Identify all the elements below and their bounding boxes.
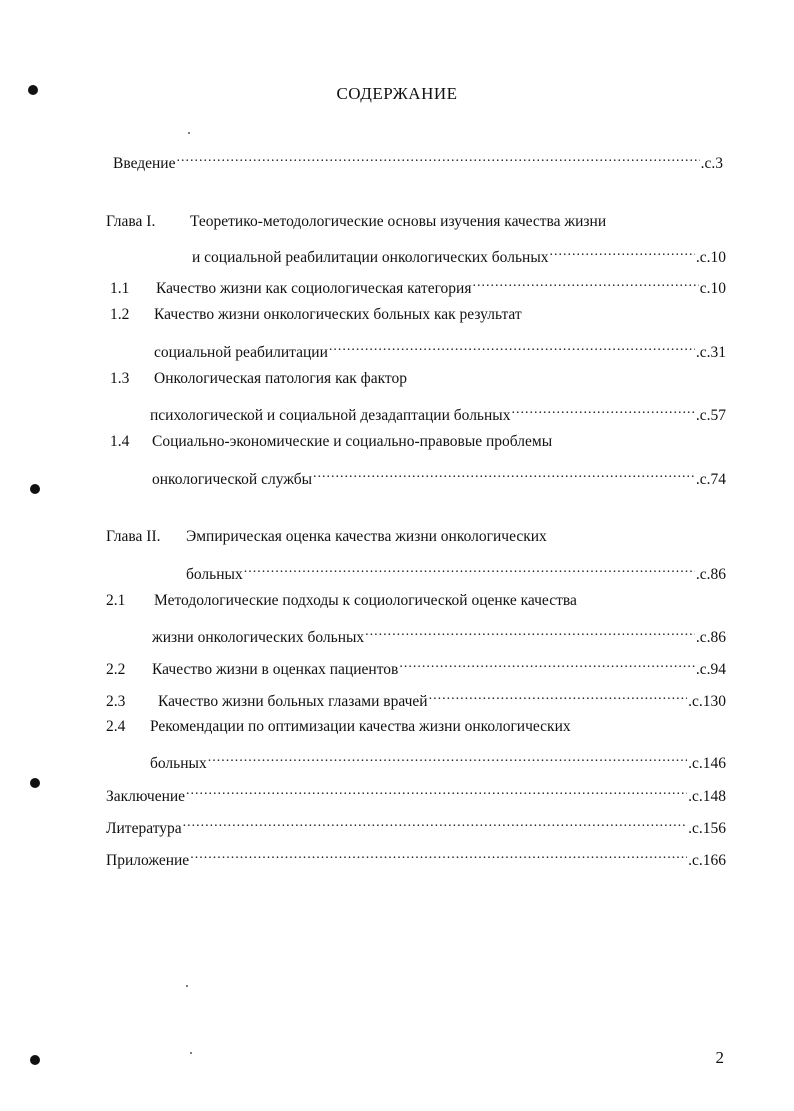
toc-entry-text: Рекомендации по оптимизации качества жизни онкологических xyxy=(150,718,571,735)
toc-entry-introduction xyxy=(113,148,723,174)
toc-section-1-3-continuation xyxy=(150,400,726,426)
dot-leader xyxy=(244,559,695,579)
toc-section-2-1 xyxy=(106,591,726,611)
section-number: 2.1 xyxy=(106,592,126,609)
chapter-label: Глава II. xyxy=(106,528,161,545)
toc-entry-text: Качество жизни больных глазами врачей xyxy=(158,693,428,710)
toc-section-1-3 xyxy=(110,369,726,389)
toc-page-ref: .с.166 xyxy=(688,852,726,869)
toc-entry-text: Литература xyxy=(106,820,182,837)
toc-entry-text: Качество жизни в оценках пациентов xyxy=(152,661,399,678)
toc-entry-text: больных xyxy=(150,755,207,772)
toc-page-ref: .с.156 xyxy=(688,820,726,837)
toc-section-2-1-continuation xyxy=(152,622,726,648)
toc-entry-text: Теоретико-методологические основы изучения качества жизни xyxy=(190,213,607,230)
toc-entry-text: онкологической службы xyxy=(152,471,313,488)
toc-entry-appendix xyxy=(106,845,726,871)
toc-entry-text: Социально-экономические и социально-правовые проблемы xyxy=(152,433,553,450)
toc-chapter-2-heading xyxy=(106,527,726,547)
toc-page-ref: .с.94 xyxy=(695,661,726,678)
toc-page-ref: с.10 xyxy=(699,280,726,297)
dot-leader xyxy=(511,400,694,420)
toc-entry-text: и социальной реабилитации онкологических больных xyxy=(192,249,549,266)
section-number: 1.2 xyxy=(110,306,130,323)
chapter-label: Глава I. xyxy=(106,213,156,230)
toc-section-1-4-continuation xyxy=(152,464,726,490)
toc-entry-text: Методологические подходы к социологической оценке качества xyxy=(154,592,577,609)
toc-page-ref: .с.86 xyxy=(695,566,726,583)
dot-leader xyxy=(550,242,695,262)
toc-section-1-4 xyxy=(110,432,726,452)
toc-entry-text: психологической и социальной дезадаптации больных xyxy=(150,407,511,424)
toc-entry-text: Введение xyxy=(113,155,176,172)
dot-leader xyxy=(313,464,695,484)
dot-leader xyxy=(329,337,695,357)
toc-entry-text: Приложение xyxy=(106,852,190,869)
toc-entry-text: больных xyxy=(186,566,243,583)
toc-page-ref: .с.31 xyxy=(695,344,726,361)
section-number: 1.4 xyxy=(110,433,130,450)
dot-leader xyxy=(365,622,695,642)
toc-chapter-1-heading xyxy=(106,212,726,232)
toc-page-ref: .с.10 xyxy=(695,249,726,266)
toc-entry-conclusion xyxy=(106,781,726,807)
dot-leader xyxy=(208,748,687,768)
scan-speck xyxy=(190,1052,192,1054)
toc-page-ref: .с.74 xyxy=(695,471,726,488)
toc-chapter-2-continuation xyxy=(186,559,726,585)
toc-page-ref: .с.148 xyxy=(688,788,726,805)
punch-hole-mark xyxy=(30,484,40,494)
toc-section-2-4 xyxy=(106,717,726,737)
toc-page-ref: .с.146 xyxy=(688,755,726,772)
toc-page-ref: .с.57 xyxy=(695,407,726,424)
page-title: СОДЕРЖАНИЕ xyxy=(336,84,458,103)
dot-leader xyxy=(472,273,698,293)
dot-leader xyxy=(183,813,687,833)
toc-entry-text: жизни онкологических больных xyxy=(152,629,365,646)
toc-entry-text: Эмпирическая оценка качества жизни онкологических xyxy=(186,528,547,545)
dot-leader xyxy=(429,686,688,706)
toc-entry-literature xyxy=(106,813,726,839)
punch-hole-mark xyxy=(30,1055,40,1065)
toc-page-ref: .с.130 xyxy=(688,693,726,710)
toc-section-2-4-continuation xyxy=(150,748,726,774)
toc-entry-text: социальной реабилитации xyxy=(154,344,328,361)
dot-leader xyxy=(399,654,695,674)
toc-entry-text: Заключение xyxy=(106,788,186,805)
toc-entry-text: Качество жизни онкологических больных как результат xyxy=(154,306,522,323)
dot-leader xyxy=(176,148,699,168)
scan-speck xyxy=(186,985,188,987)
toc-section-2-3 xyxy=(106,686,726,712)
toc-entry-text: Онкологическая патология как фактор xyxy=(154,370,407,387)
toc-entry-text: Качество жизни как социологическая категория xyxy=(156,280,472,297)
dot-leader xyxy=(190,845,687,865)
section-number: 2.2 xyxy=(106,661,126,678)
section-number: 2.4 xyxy=(106,718,126,735)
toc-page-ref: .с.3 xyxy=(700,155,723,172)
toc-section-2-2 xyxy=(106,654,726,680)
page-number: 2 xyxy=(715,1048,724,1067)
dot-leader xyxy=(186,781,687,801)
section-number: 1.1 xyxy=(110,280,130,297)
toc-chapter-1-continuation xyxy=(192,242,726,268)
section-number: 1.3 xyxy=(110,370,130,387)
toc-page-ref: .с.86 xyxy=(695,629,726,646)
section-number: 2.3 xyxy=(106,693,126,710)
scan-speck xyxy=(188,132,190,134)
toc-section-1-2-continuation xyxy=(154,337,726,363)
punch-hole-mark xyxy=(30,778,40,788)
toc-section-1-1 xyxy=(110,273,726,299)
toc-section-1-2 xyxy=(110,305,726,325)
